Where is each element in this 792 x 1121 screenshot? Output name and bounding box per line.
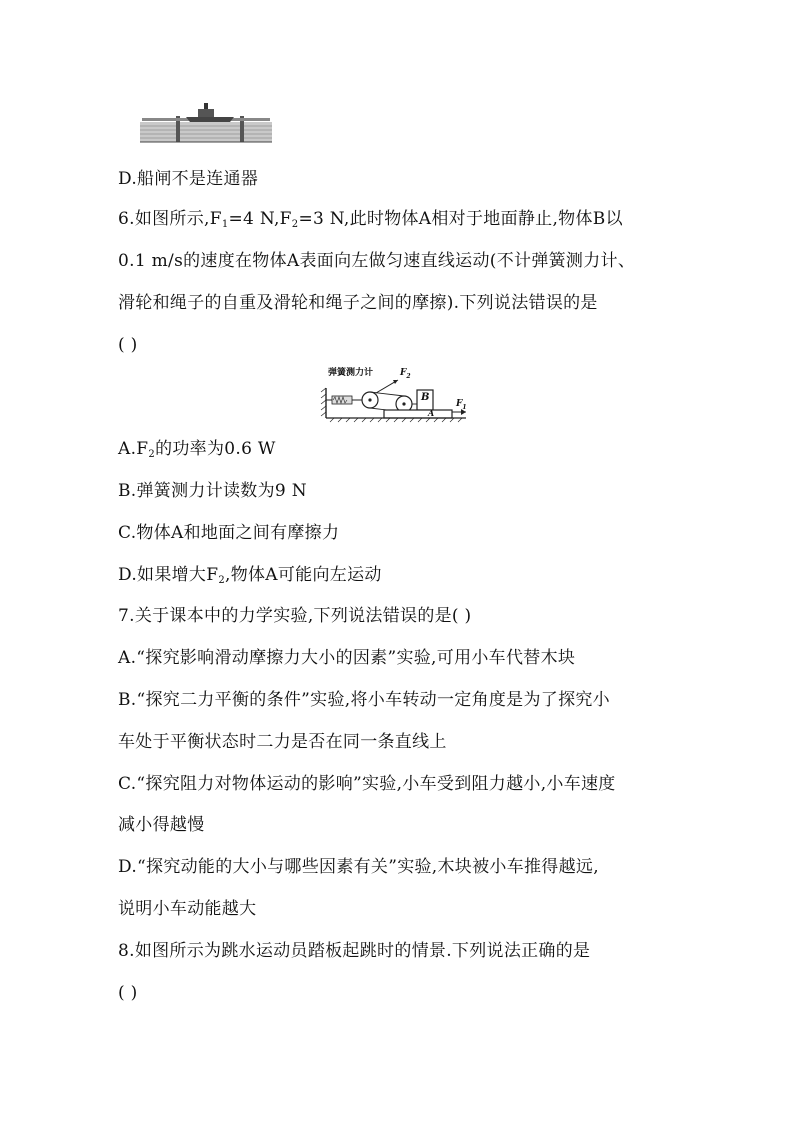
q7-option-d-line-2: 说明小车动能越大 [118, 899, 257, 919]
q6-option-a: $A.F_2$的功率为0.6 W [118, 439, 276, 460]
pulley-figure [320, 364, 470, 424]
q7-option-a: A.“探究影响滑动摩擦力大小的因素”实验,可用小车代替木块 [118, 648, 576, 668]
force-f1-label: $F_1$ [456, 399, 467, 411]
q6-stem-line-3: 滑轮和绳子的自重及滑轮和绳子之间的摩擦).下列说法错误的是 [118, 293, 598, 313]
q7-option-c-line-1: C.“探究阻力对物体运动的影响”实验,小车受到阻力越小,小车速度 [118, 774, 616, 794]
ship-lock-figure [140, 100, 272, 146]
q7-option-c-line-2: 减小得越慢 [118, 815, 205, 835]
q7-option-d-line-1: D.“探究动能的大小与哪些因素有关”实验,木块被小车推得越远, [118, 857, 599, 877]
q6-stem-line-2: 0.1 m/s的速度在物体A表面向左做匀速直线运动(不计弹簧测力计、 [118, 251, 636, 271]
q7-option-b-line-2: 车处于平衡状态时二力是否在同一条直线上 [118, 732, 447, 752]
q7-option-b-line-1: B.“探究二力平衡的条件”实验,将小车转动一定角度是为了探究小 [118, 690, 610, 710]
q6-option-b: B.弹簧测力计读数为9 N [118, 481, 307, 501]
block-a-label: A [428, 408, 435, 418]
spring-scale-label: 弹簧测力计 [328, 368, 374, 378]
q7-stem: 7.关于课本中的力学实验,下列说法错误的是( ) [118, 606, 472, 626]
force-f2-label: $F_2$ [400, 368, 411, 380]
q5-option-d: D.船闸不是连通器 [118, 169, 259, 189]
q6-option-c: C.物体A和地面之间有摩擦力 [118, 523, 340, 543]
q6-option-d: D.如果增大$F_2$,物体A可能向左运动 [118, 565, 382, 586]
q8-answer-bracket: ( ) [118, 983, 138, 1003]
q8-stem: 8.如图所示为跳水运动员踏板起跳时的情景.下列说法正确的是 [118, 941, 591, 961]
q6-stem-line-1: 6.如图所示$,F_1=4$ $N,F_2=3$ N,此时物体A相对于地面静止,物体B以 [118, 209, 623, 230]
q6-answer-bracket: ( ) [118, 335, 138, 355]
block-b-label: B [421, 392, 430, 403]
